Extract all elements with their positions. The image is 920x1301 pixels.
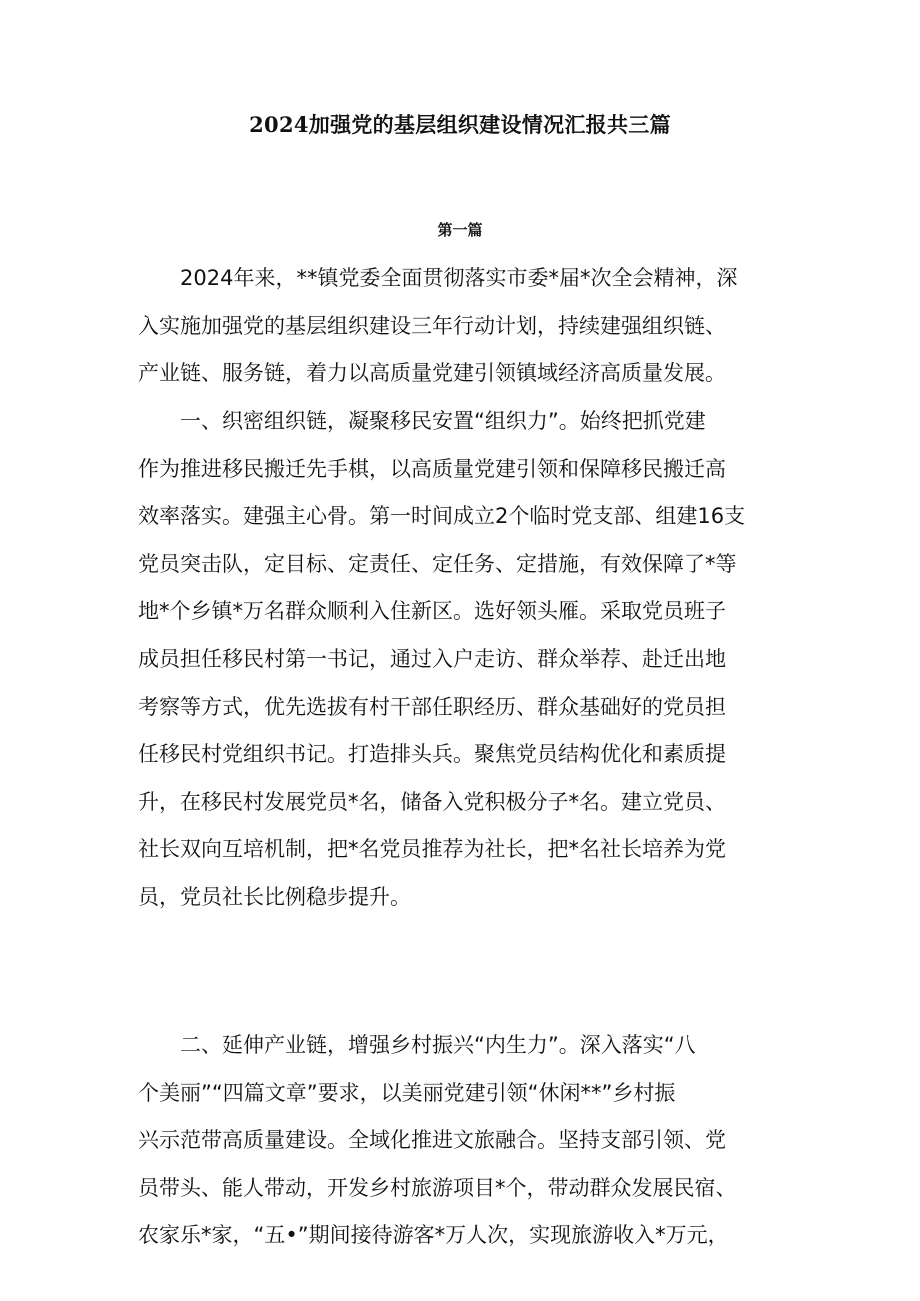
paragraph-industry-chain	[138, 1022, 788, 1260]
paragraph-line: 兴示范带高质量建设。全域化推进文旅融合。坚持支部引领、党	[138, 1128, 726, 1153]
paragraph-line: 地*个乡镇*万名群众顺利入住新区。选好领头雁。采取党员班子	[138, 599, 726, 624]
paragraph-intro	[138, 255, 788, 398]
paragraph-line: 一、织密组织链，凝聚移民安置“组织力”。始终把抓党建	[180, 409, 706, 433]
paragraph-line: 效率落实。建强主心骨。第一时间成立2个临时党支部、组建16支	[138, 504, 746, 529]
paragraph-line: 二、延伸产业链，增强乡村振兴“内生力”。深入落实“八	[180, 1033, 696, 1057]
paragraph-line: 员，党员社长比例稳步提升。	[138, 884, 411, 909]
paragraph-line: 党员突击队，定目标、定责任、定任务、定措施，有效保障了*等	[138, 551, 737, 576]
paragraph-line: 社长双向互培机制，把*名党员推荐为社长，把*名社长培养为党	[138, 837, 726, 862]
paragraph-line: 员带头、能人带动，开发乡村旅游项目*个，带动群众发展民宿、	[138, 1175, 737, 1200]
paragraph-line: 产业链、服务链，着力以高质量党建引领镇域经济高质量发展。	[138, 361, 726, 386]
paragraph-line: 作为推进移民搬迁先手棋，以高质量党建引领和保障移民搬迁高	[138, 456, 726, 481]
paragraph-line: 2024年来，**镇党委全面贯彻落实市委*届*次全会精神，深	[180, 266, 738, 290]
paragraph-line: 个美丽”“四篇文章”要求，以美丽党建引领“休闲**”乡村振	[138, 1080, 676, 1105]
paragraph-line: 任移民村党组织书记。打造排头兵。聚焦党员结构优化和素质提	[138, 742, 726, 767]
section-heading: 第一篇	[437, 221, 483, 239]
paragraph-line: 农家乐*家，“五•”期间接待游客*万人次，实现旅游收入*万元，	[138, 1223, 729, 1248]
document-title: 2024加强党的基层组织建设情况汇报共三篇	[249, 112, 671, 137]
paragraph-organization-chain	[138, 398, 788, 922]
paragraph-line: 入实施加强党的基层组织建设三年行动计划，持续建强组织链、	[138, 313, 726, 338]
paragraph-line: 升，在移民村发展党员*名，储备入党积极分子*名。建立党员、	[138, 789, 726, 814]
paragraph-line: 成员担任移民村第一书记，通过入户走访、群众举荐、赴迁出地	[138, 646, 726, 671]
paragraph-line: 考察等方式，优先选拔有村干部任职经历、群众基础好的党员担	[138, 694, 726, 719]
